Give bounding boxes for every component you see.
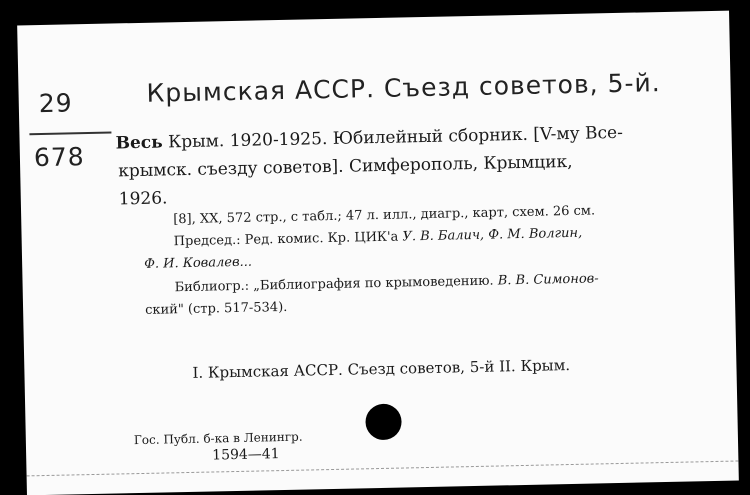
handwritten-heading: Крымская АССР. Съезд советов, 5-й. (146, 68, 661, 108)
title-line-1-rest: Крым. 1920-1925. Юбилейный сборник. [V-му Все- (167, 122, 624, 153)
collation-line-2-plain: Председ.: Ред. комис. Кр. ЦИК'а (173, 229, 399, 250)
collation-line-1: [8], XX, 572 стр., с табл.; 47 л. илл., диагр., карт, схем. 26 см. (173, 203, 596, 228)
title-line-2: крымск. съезду советов]. Симферополь, Крымцик, (118, 151, 573, 182)
catalog-card (17, 11, 739, 495)
call-number-bottom: 678 (33, 142, 85, 173)
collation-line-2-editors: У. В. Балич, Ф. М. Волгин, (402, 225, 583, 245)
bibliography-line-1-plain: Библиогр.: „Библиография по крымоведению. (174, 273, 494, 296)
title-line-1 (115, 123, 623, 154)
title-line-3: 1926. (118, 188, 168, 210)
bottom-edge-line (27, 460, 739, 476)
punch-hole (365, 404, 402, 441)
collation-line-3: Ф. И. Ковалев... (144, 254, 253, 272)
bibliography-author: В. В. Симонов- (497, 271, 599, 289)
subject-tracing: I. Крымская АССР. Съезд советов, 5-й II. Крым. (192, 356, 571, 382)
bibliography-line-1 (175, 271, 599, 295)
library-number: 1594—41 (212, 446, 280, 464)
collation-line-2 (174, 226, 583, 250)
library-stamp: Гос. Публ. б-ка в Ленингр. (133, 429, 303, 448)
call-number-divider (29, 132, 111, 136)
bibliography-line-2: ский" (стр. 517-534). (144, 299, 288, 318)
call-number-top: 29 (38, 88, 73, 119)
title-first-word: Весь (115, 132, 163, 154)
